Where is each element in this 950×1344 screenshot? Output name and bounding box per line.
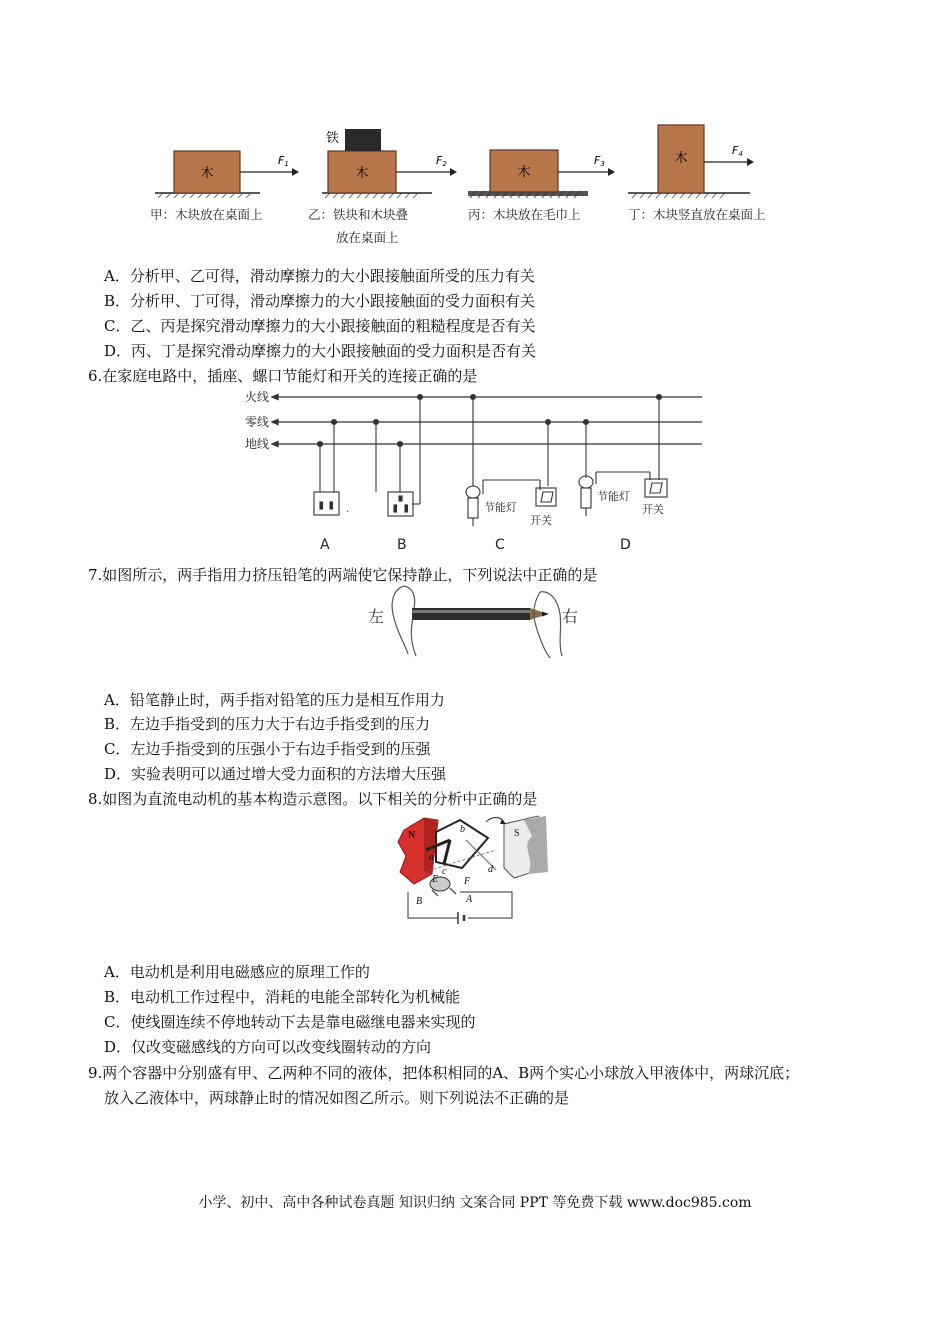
choice-b: B [397,537,407,553]
q5-option-b: B．分析甲、丁可得，滑动摩擦力的大小跟接触面的受力面积有关 [104,292,536,310]
choice-a: A [320,537,330,553]
pencil-figure [364,584,590,662]
block-yi [322,129,457,198]
q9-line-1: 9.两个容器中分别盛有甲、乙两种不同的液体，把体积相同的A、B两个实心小球放入甲液体中，两球沉底； [88,1064,800,1082]
label-f: F [464,876,471,887]
svg-text:木: 木 [517,165,531,180]
q7-option-b: B．左边手指受到的压力大于右边手指受到的压力 [104,715,431,733]
svg-text:F3: F3 [594,154,605,168]
pole-n: N [408,830,416,841]
friction-figure [150,120,810,250]
pole-s: S [514,828,520,839]
lamp-label-d: 节能灯 [597,490,630,503]
block-label: 木 [200,166,214,181]
motor-diagram [396,812,554,936]
caption-yi: 乙：铁块和木块叠 [308,207,409,222]
q8-stem: 8.如图为直流电动机的基本构造示意图。以下相关的分析中正确的是 [88,790,538,808]
choice-c: C [495,537,505,553]
pencil-diagram [364,584,590,662]
q5-option-d: D．丙、丁是探究滑动摩擦力的大小跟接触面的受力面积是否有关 [104,342,537,360]
label-a-lower: a [429,852,434,863]
svg-text:.: . [346,504,350,515]
label-b-lower: b [460,824,465,835]
block-ding [628,125,754,198]
svg-text:F2: F2 [436,154,447,168]
q6-stem: 6.在家庭电路中，插座、螺口节能灯和开关的连接正确的是 [88,367,478,385]
q7-option-c: C．左边手指受到的压强小于右边手指受到的压强 [104,740,431,758]
right-label: 右 [562,607,579,626]
q7-option-d: D．实验表明可以通过增大受力面积的方法增大压强 [104,765,447,783]
wire-label-ground: 地线 [245,437,270,451]
q8-option-a: A．电动机是利用电磁感应的原理工作的 [104,963,370,981]
q8-option-c: C．使线圈连续不停地转动下去是靠电磁继电器来实现的 [104,1013,476,1031]
wire-label-neutral: 零线 [245,415,270,429]
caption-bing: 丙：木块放在毛巾上 [468,207,581,222]
q8-option-d: D．仅改变磁感线的方向可以改变线圈转动的方向 [104,1038,432,1056]
q8-option-b: B．电动机工作过程中，消耗的电能全部转化为机械能 [104,988,461,1006]
label-c-lower: c [442,866,447,877]
label-e: E [432,874,439,885]
label-brush-a: A [466,894,473,905]
caption-ding: 丁：木块竖直放在桌面上 [628,207,766,222]
label-d-lower: d [488,864,493,875]
switch-label-c: 开关 [530,514,552,527]
q9-line-2: 放入乙液体中，两球静止时的情况如图乙所示。则下列说法不正确的是 [104,1089,570,1107]
motor-figure [396,812,554,936]
iron-label: 铁 [326,131,340,146]
q7-stem: 7.如图所示，两手指用力挤压铅笔的两端使它保持静止，下列说法中正确的是 [88,566,598,584]
caption-yi-cont: 放在桌面上 [336,230,399,245]
circuit-diagram [240,386,710,556]
label-brush-b: B [416,896,423,907]
svg-text:F4: F4 [732,144,743,158]
circuit-figure [240,386,710,556]
switch-label-d: 开关 [642,503,664,516]
page-footer: 小学、初中、高中各种试卷真题 知识归纳 文案合同 PPT 等免费下载 www.doc985.com [198,1195,752,1211]
lamp-label-c: 节能灯 [484,501,517,514]
caption-jia: 甲：木块放在桌面上 [150,207,263,222]
q5-option-a: A．分析甲、乙可得，滑动摩擦力的大小跟接触面所受的压力有关 [104,267,535,285]
choice-d: D [620,537,631,553]
q5-option-c: C．乙、丙是探究滑动摩擦力的大小跟接触面的粗糙程度是否有关 [104,317,536,335]
wire-label-live: 火线 [245,390,270,404]
block-bing [468,150,615,198]
svg-text:木: 木 [674,151,688,166]
q7-option-a: A．铅笔静止时，两手指对铅笔的压力是相互作用力 [104,691,445,709]
svg-text:木: 木 [355,166,369,181]
svg-text:F1: F1 [278,154,289,168]
left-label: 左 [368,607,385,626]
block-jia [155,151,299,198]
